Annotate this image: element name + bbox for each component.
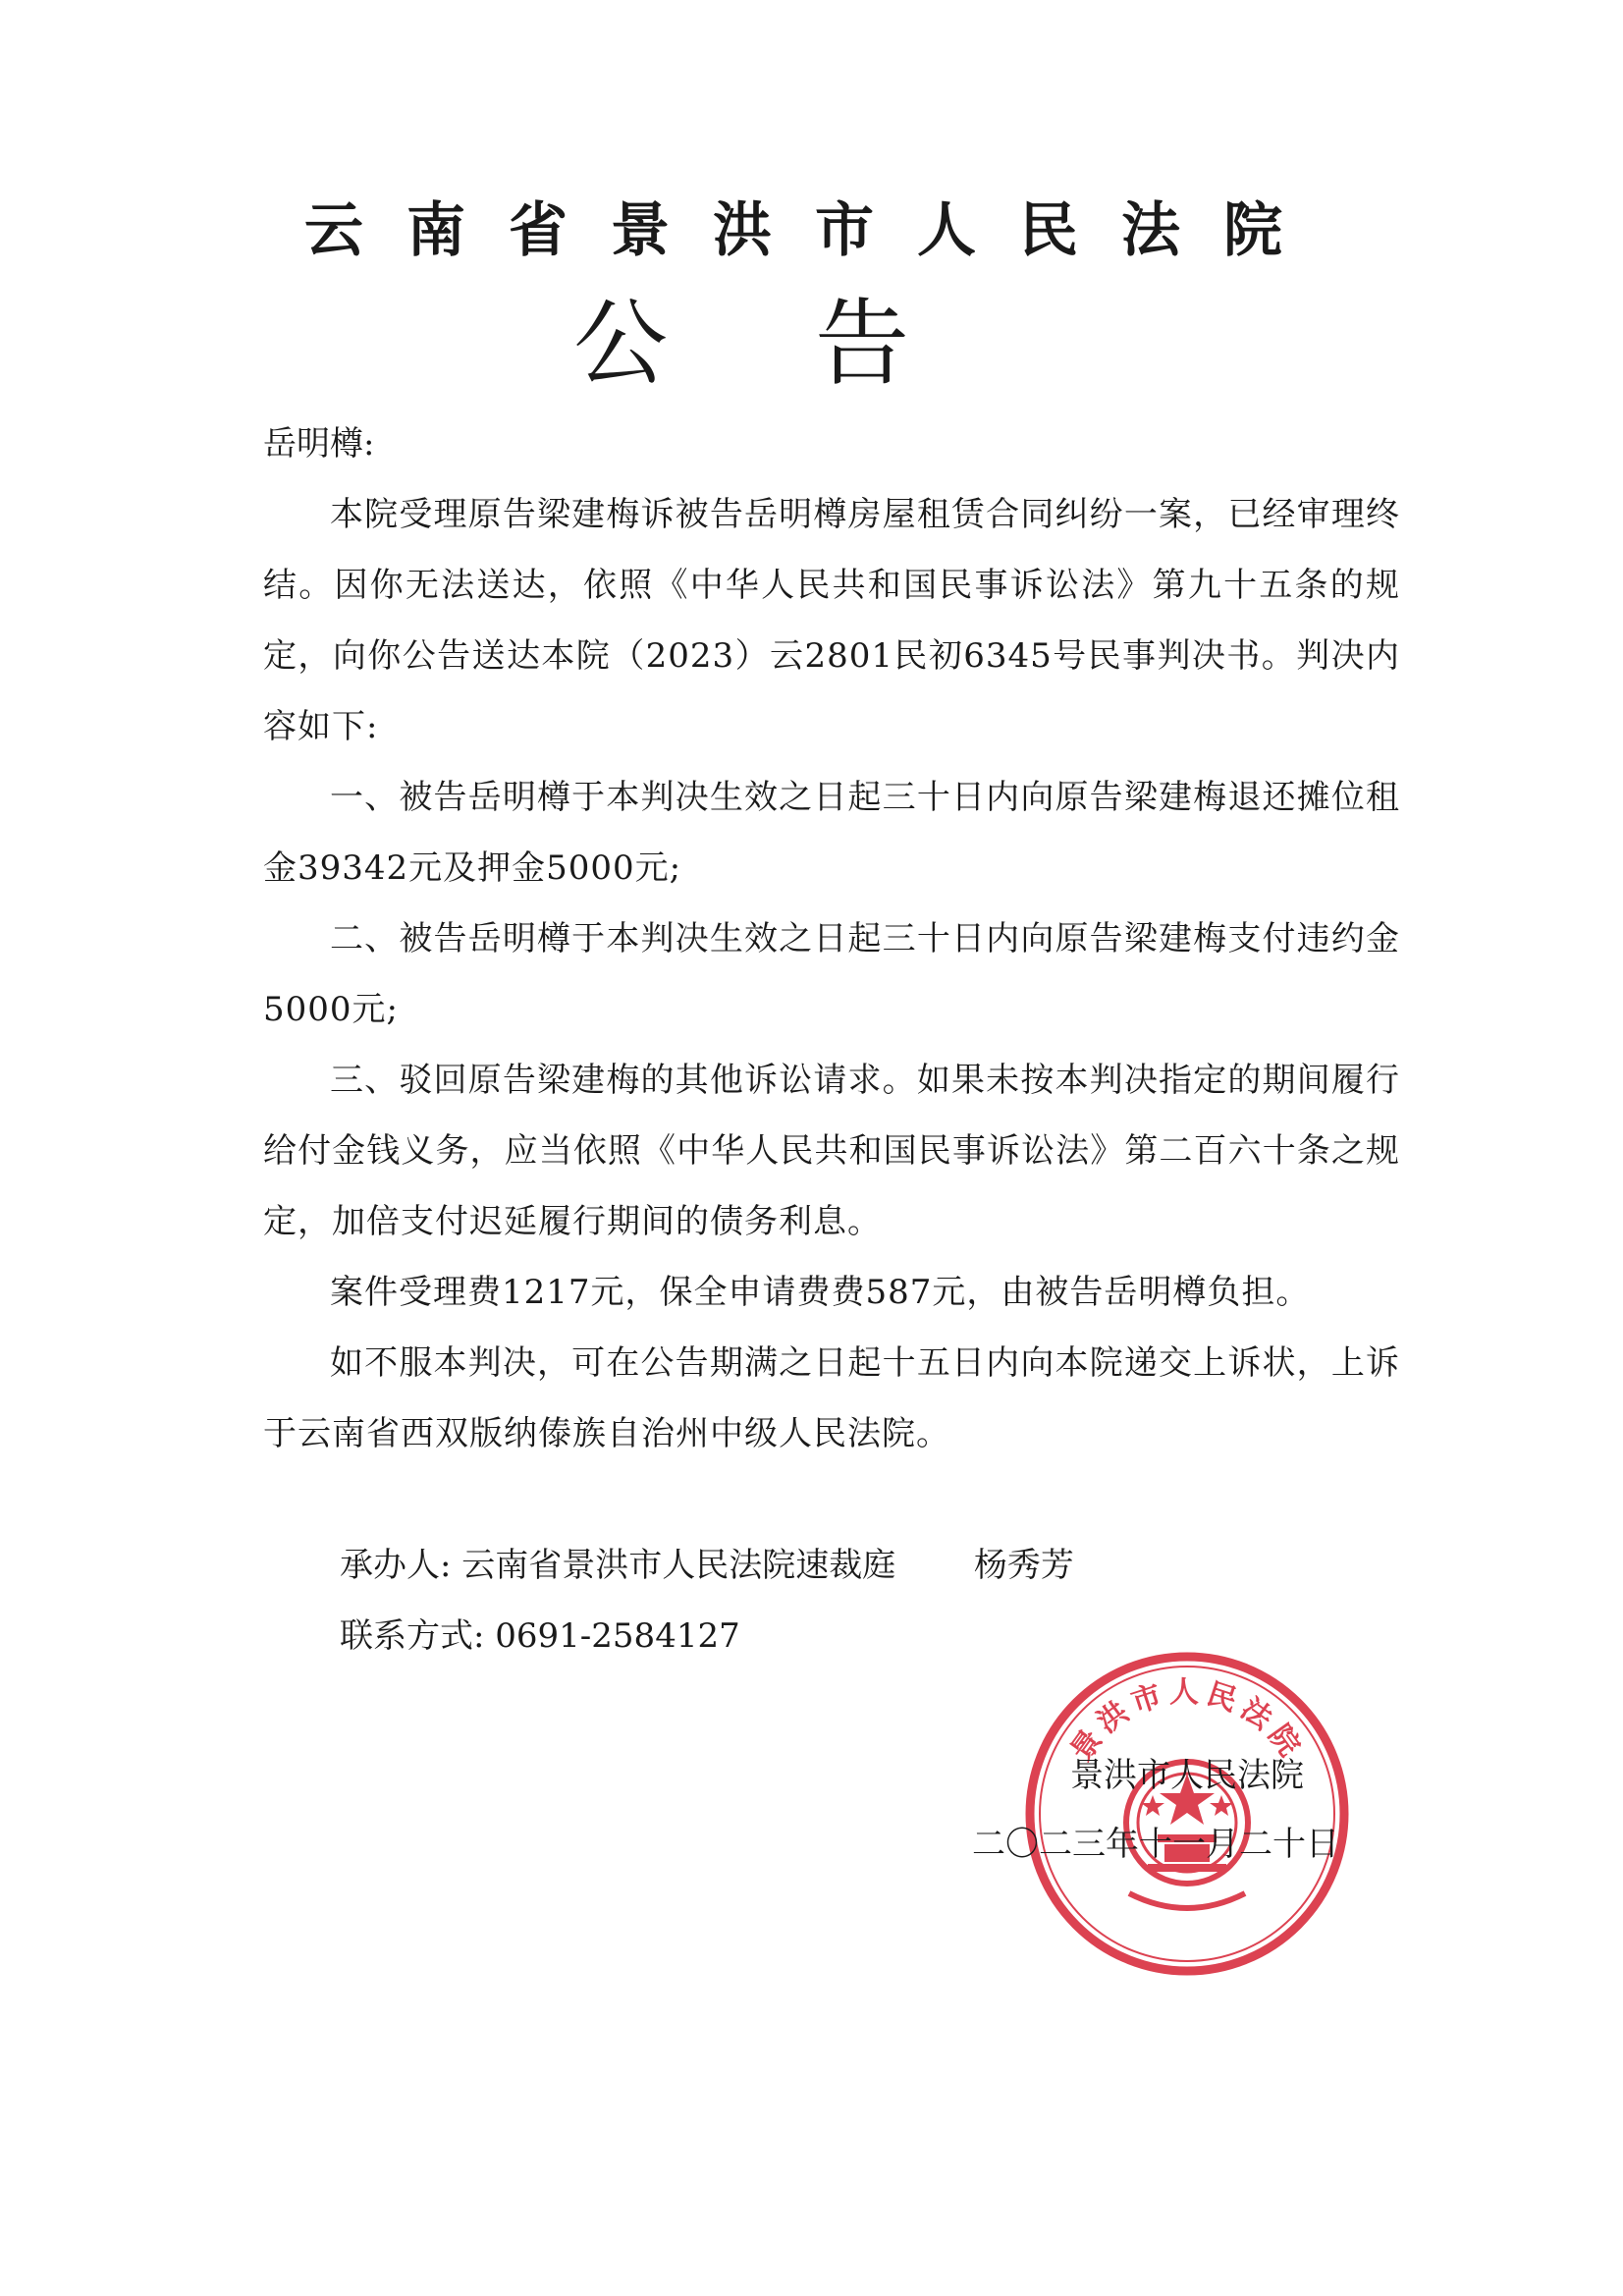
handler-label: 承办人: bbox=[340, 1546, 452, 1585]
phone-line bbox=[340, 1601, 1074, 1671]
paragraph-judgment-item-2: 二、被告岳明樽于本判决生效之日起三十日内向原告梁建梅支付违约金5000元; bbox=[263, 919, 1400, 1029]
signature-court-name: 景洪市人民法院 bbox=[1070, 1756, 1304, 1795]
paragraph-judgment-item-1: 一、被告岳明樽于本判决生效之日起三十日内向原告梁建梅退还摊位租金39342元及押金5000元; bbox=[263, 778, 1400, 888]
handler-name: 杨秀芳 bbox=[973, 1546, 1074, 1585]
phone-number: 0691-2584127 bbox=[495, 1616, 740, 1656]
seal-text: 景洪市人民法院 bbox=[1063, 1675, 1311, 1768]
paragraph-appeal-notice: 如不服本判决，可在公告期满之日起十五日内向本院递交上诉状，上诉于云南省西双版纳傣族自治州中级人民法院。 bbox=[263, 1343, 1400, 1453]
phone-label: 联系方式: bbox=[340, 1616, 485, 1656]
handler-line bbox=[340, 1530, 1074, 1601]
paragraph-fees: 案件受理费1217元，保全申请费费587元，由被告岳明樽负担。 bbox=[330, 1273, 1311, 1312]
handler-department: 云南省景洪市人民法院速裁庭 bbox=[461, 1546, 896, 1585]
document-title: 公告 bbox=[573, 289, 1056, 399]
court-name-heading: 云南省景洪市人民法院 bbox=[304, 196, 1325, 265]
signature-date: 二〇二三年十一月二十日 bbox=[972, 1825, 1339, 1864]
court-seal-stamp bbox=[1021, 1648, 1353, 1980]
addressee: 岳明樽: bbox=[263, 424, 375, 464]
paragraph-case-intro: 本院受理原告梁建梅诉被告岳明樽房屋租赁合同纠纷一案，已经审理终结。因你无法送达，依照《中华人民共和国民事诉讼法》第九十五条的规定，向你公告送达本院（2023）云2801民初6345号民事判决书。判决内容如下: bbox=[263, 495, 1400, 746]
announcement-body bbox=[263, 479, 1400, 1469]
paragraph-judgment-item-3: 三、驳回原告梁建梅的其他诉讼请求。如果未按本判决指定的期间履行给付金钱义务，应当依照《中华人民共和国民事诉讼法》第二百六十条之规定，加倍支付迟延履行期间的债务利息。 bbox=[263, 1061, 1400, 1241]
contact-block bbox=[340, 1530, 1074, 1671]
